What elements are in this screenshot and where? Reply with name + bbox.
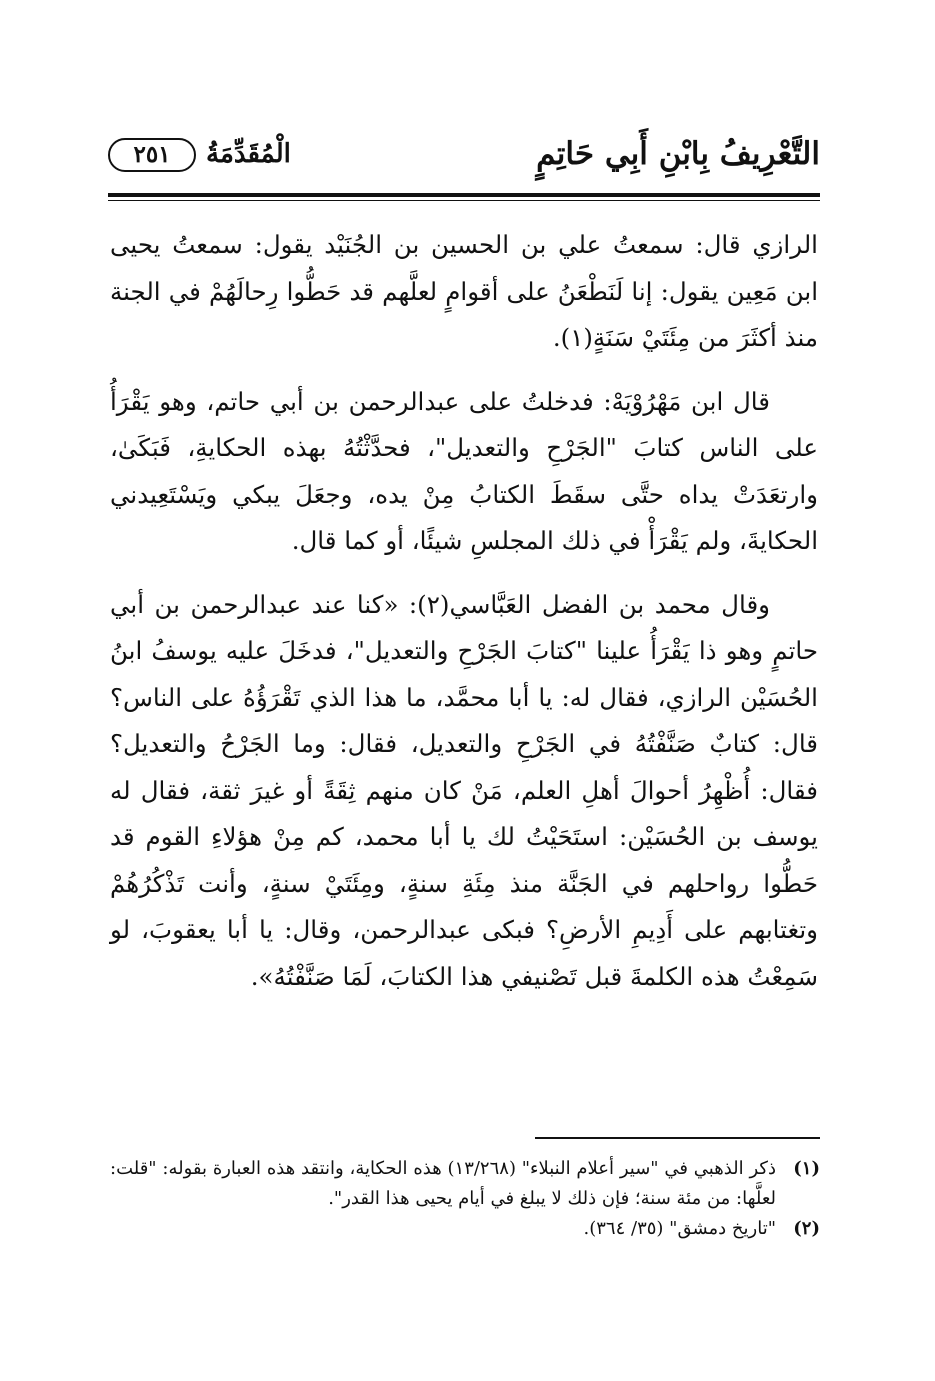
page-header — [108, 128, 820, 184]
footnote-text: ذكر الذهبي في "سير أعلام النبلاء" (١٣/٢٦٨) هذه الحكاية، وانتقد هذه العبارة بقوله: "قلت: لعلَّها: من مئة سنة؛ فإن ذلك لا يبلغ في أيام يحيى هذا القدر". — [110, 1158, 776, 1209]
paragraph: وقال محمد بن الفضل العَبَّاسي(٢): «كنا عند عبدالرحمن بن أبي حاتمٍ وهو ذا يَقْرَأُ علينا "كتابَ الجَرْحِ والتعديل"، فدخَلَ عليه يوسفُ ابنُ الحُسَيْن الرازي، فقال له: يا أبا محمَّد، ما هذا الذي تَقْرَؤُهُ على الناس؟ قال: كتابٌ صَنَّفْتُهُ في الجَرْحِ والتعديل، فقال: وما الجَرْحُ والتعديل؟ فقال: أُظْهِرُ أحوالَ أهلِ العلم، مَنْ كان منهم ثِقَةً أو غيرَ ثقة، فقال له يوسف بن الحُسَيْن: استَحَيْتُ لك يا أبا محمد، كم مِنْ هؤلاءِ القوم قد حَطُّوا رواحلهم في الجَنَّة منذ مِئَةِ سنةٍ، ومِئَتَيْ سنةٍ، وأنت تَذْكُرُهُمْ وتغتابهم على أَدِيمِ الأرضِ؟ فبكى عبدالرحمن، وقال: يا أبا يعقوبَ، لو سَمِعْتُ هذه الكلمةَ قبل تَصْنيفي هذا الكتابَ، لَمَا صَنَّفْتُهُ». — [110, 589, 818, 991]
footnote-number: (٢) — [793, 1218, 820, 1239]
header-rule-thick — [108, 193, 820, 197]
footnote — [110, 1214, 820, 1244]
paragraph: قال ابن مَهْرُوْيَهْ: فدخلتُ على عبدالرحمن بن أبي حاتم، وهو يَقْرَأُ على الناس كتابَ "الجَرْحِ والتعديل"، فحدَّثْتُهُ بهذه الحكايةِ، فَبَكَىٰ، وارتعَدَتْ يداه حتَّى سقَطَ الكتابُ مِنْ يده، وجعَلَ يبكي ويَسْتَعِيدني الحكايةَ، ولم يَقْرَأْ في ذلك المجلسِ شيئًا، أو كما قال. — [110, 386, 818, 555]
footnote-text: "تاريخ دمشق" (٣٥/ ٣٦٤). — [583, 1218, 776, 1239]
footnote-number: (١) — [793, 1158, 820, 1179]
footnotes — [110, 1154, 820, 1244]
section-title: الْمُقَدِّمَةُ — [206, 139, 291, 169]
page-number: ٢٥١ — [108, 138, 196, 172]
footnote-separator — [535, 1137, 820, 1139]
footnote — [110, 1154, 820, 1214]
book-title: التَّعْرِيفُ بِابْنِ أَبِي حَاتِمٍ — [536, 136, 820, 172]
body-text — [110, 222, 818, 1000]
header-rule-thin — [108, 200, 820, 201]
paragraph: الرازي قال: سمعتُ علي بن الحسين بن الجُنَيْد يقول: سمعتُ يحيى ابن مَعِين يقول: إنا لَنَطْعَنُ على أقوامٍ لعلَّهم قد حَطُّوا رِحالَهُمْ في الجنة منذ أكثَرَ من مِئَتَيْ سَنَةٍ(١). — [110, 230, 818, 352]
